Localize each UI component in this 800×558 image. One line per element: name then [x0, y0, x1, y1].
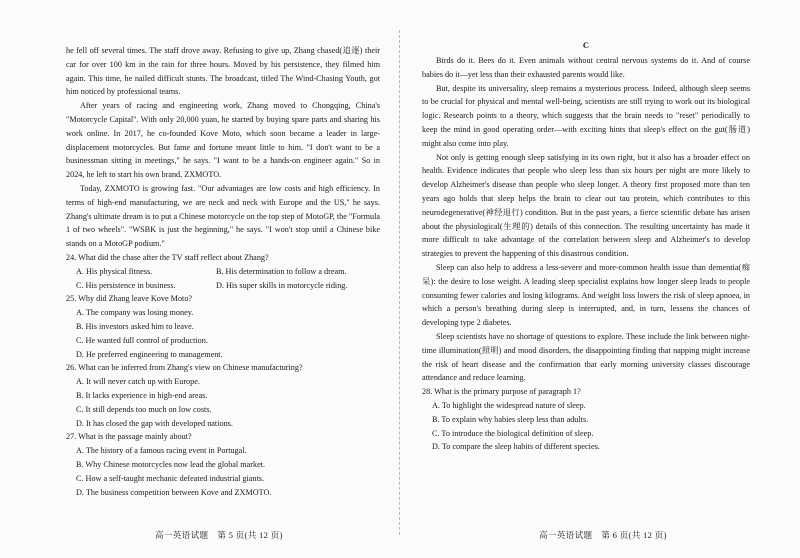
passage-paragraph: Sleep scientists have no shortage of questions to explore. These include the link between night-time illumination(照明) and mood disorders, the disappointing finding that napping might increase the risk of heart disease and the confirmation that early morning university classes discourage attendance and reduce learning. — [422, 331, 750, 383]
passage-paragraph: Today, ZXMOTO is growing fast. "Our advantages are low costs and high efficiency. In terms of high-end manufacturing, we are neck and neck with Europe and the US," he says. Zhang's ultimate dream is to put a Chinese motorcycle on the top step of MotoGP, the "Formula 1 of two wheels". "WSBK is just the beginning," he says. "I won't stop until a Chinese bike stands on a MotoGP podium." — [66, 183, 380, 249]
option-a[interactable]: A. To highlight the widespread nature of sleep. — [432, 400, 586, 410]
passage-paragraph: Sleep can also help to address a less-severe and more-common health issue than dementia(痴呆): the desire to lose weight. A leading sleep specialist explains how longer sleep leads to people consuming fewer calories and losing kilograms. And weight loss lowers the risk of sleep apnoea, in which a person's breathing during sleep is interrupted, and, in turn, lessens the chances of developing type 2 diabetes. — [422, 262, 750, 328]
option-d[interactable]: D. It has closed the gap with developed nations. — [76, 418, 233, 428]
question-24 — [66, 251, 380, 292]
option-d[interactable]: D. To compare the sleep habits of different species. — [432, 442, 600, 452]
page-6 — [400, 0, 800, 558]
passage-paragraph: Not only is getting enough sleep satisfying in its own right, but it also has a broader effect on health. Evidence indicates that people who sleep less than six hours per night are more likely to develop Alzheimer's disease than people who sleep longer. A theory first proposed more than ten years ago holds that sleep helps the brain to clear out tau protein, which contributes to this neurodegenerative(神经退行) condition. But in the past years, a fierce scientific debate has arisen about the physiological(生理的) details of this connection. The resulting uncertainty has made it more difficult to take advantage of the correlation between sleep and Alzheimer's to develop strategies to prevent the happening of this disastrous condition. — [422, 152, 750, 259]
option-a[interactable]: A. It will never catch up with Europe. — [76, 377, 200, 387]
question-26 — [66, 361, 380, 430]
passage-paragraph: he fell off several times. The staff drove away. Refusing to give up, Zhang chased(追逐) their car for over 100 km in the rain for three hours. Moved by his persistence, they filmed him again. This time, he nailed difficult stunts. The broadcast, titled The Wind-Chasing Youth, got him noticed by professional teams. — [66, 46, 380, 97]
option-d[interactable]: D. The business competition between Kove and ZXMOTO. — [76, 487, 272, 497]
option-c[interactable]: C. It still depends too much on low costs. — [76, 404, 212, 414]
option-b[interactable]: B. It lacks experience in high-end areas. — [76, 390, 208, 400]
question-stem: 26. What can be inferred from Zhang's view on Chinese manufacturing? — [66, 363, 303, 373]
section-title: C — [582, 40, 590, 50]
option-b[interactable]: B. Why Chinese motorcycles now lead the global market. — [76, 459, 266, 469]
page-footer: 高一英语试题 第 6 页(共 12 页) — [539, 530, 667, 540]
passage-paragraph: After years of racing and engineering work, Zhang moved to Chongqing, China's "Motorcycle Capital". With only 20,000 yuan, he started by buying spare parts and sharing his work online. In 2017, he co-founded Kove Moto, which soon became a leader in large-displacement motorcycles. But fame and fortune meant little to him. "I don't want to be a businessman sitting in meetings," he says. "I want to be a hands-on engineer again." So in 2024, he left to start his own brand, ZXMOTO. — [66, 101, 380, 180]
option-d[interactable]: D. His super skills in motorcycle riding. — [216, 280, 348, 290]
option-c[interactable]: C. He wanted full control of production. — [76, 335, 208, 345]
option-c[interactable]: C. To introduce the biological definition of sleep. — [432, 428, 594, 438]
question-stem: 25. Why did Zhang leave Kove Moto? — [66, 294, 193, 304]
option-a[interactable]: A. The history of a famous racing event in Portugal. — [76, 446, 247, 456]
question-stem: 27. What is the passage mainly about? — [66, 432, 192, 442]
option-b[interactable]: B. His investors asked him to leave. — [76, 321, 194, 331]
question-25 — [66, 292, 380, 361]
question-27 — [66, 430, 380, 499]
option-c[interactable]: C. His persistence in business. — [76, 280, 176, 290]
passage-paragraph: But, despite its universality, sleep remains a mysterious process. Indeed, although sleep seems to be crucial for physical and mental well-being, scientists are still trying to work out its biological logic. Research points to a theory, which suggests that the brain needs to "reset" periodically to keep the mind in good operating order—with exciting hints that sleep's effect on the gut(肠道) might also come into play. — [422, 83, 750, 148]
option-c[interactable]: C. How a self-taught mechanic defeated industrial giants. — [76, 473, 265, 483]
question-stem: 28. What is the primary purpose of paragraph 1? — [422, 387, 581, 397]
option-b[interactable]: B. To explain why babies sleep less than adults. — [432, 414, 589, 424]
passage-paragraph: Birds do it. Bees do it. Even animals without central nervous systems do it. And of course babies do it—yet less than their exhausted parents would like. — [422, 56, 750, 79]
option-d[interactable]: D. He preferred engineering to management. — [76, 349, 223, 359]
option-b[interactable]: B. His determination to follow a dream. — [216, 266, 347, 276]
page-footer: 高一英语试题 第 5 页(共 12 页) — [155, 530, 283, 540]
question-28 — [422, 385, 750, 454]
option-a[interactable]: A. His physical fitness. — [76, 266, 153, 276]
option-a[interactable]: A. The company was losing money. — [76, 308, 194, 318]
question-stem: 24. What did the chase after the TV staff reflect about Zhang? — [66, 252, 269, 262]
page-6-column — [422, 40, 750, 454]
page-5-column — [66, 44, 380, 499]
